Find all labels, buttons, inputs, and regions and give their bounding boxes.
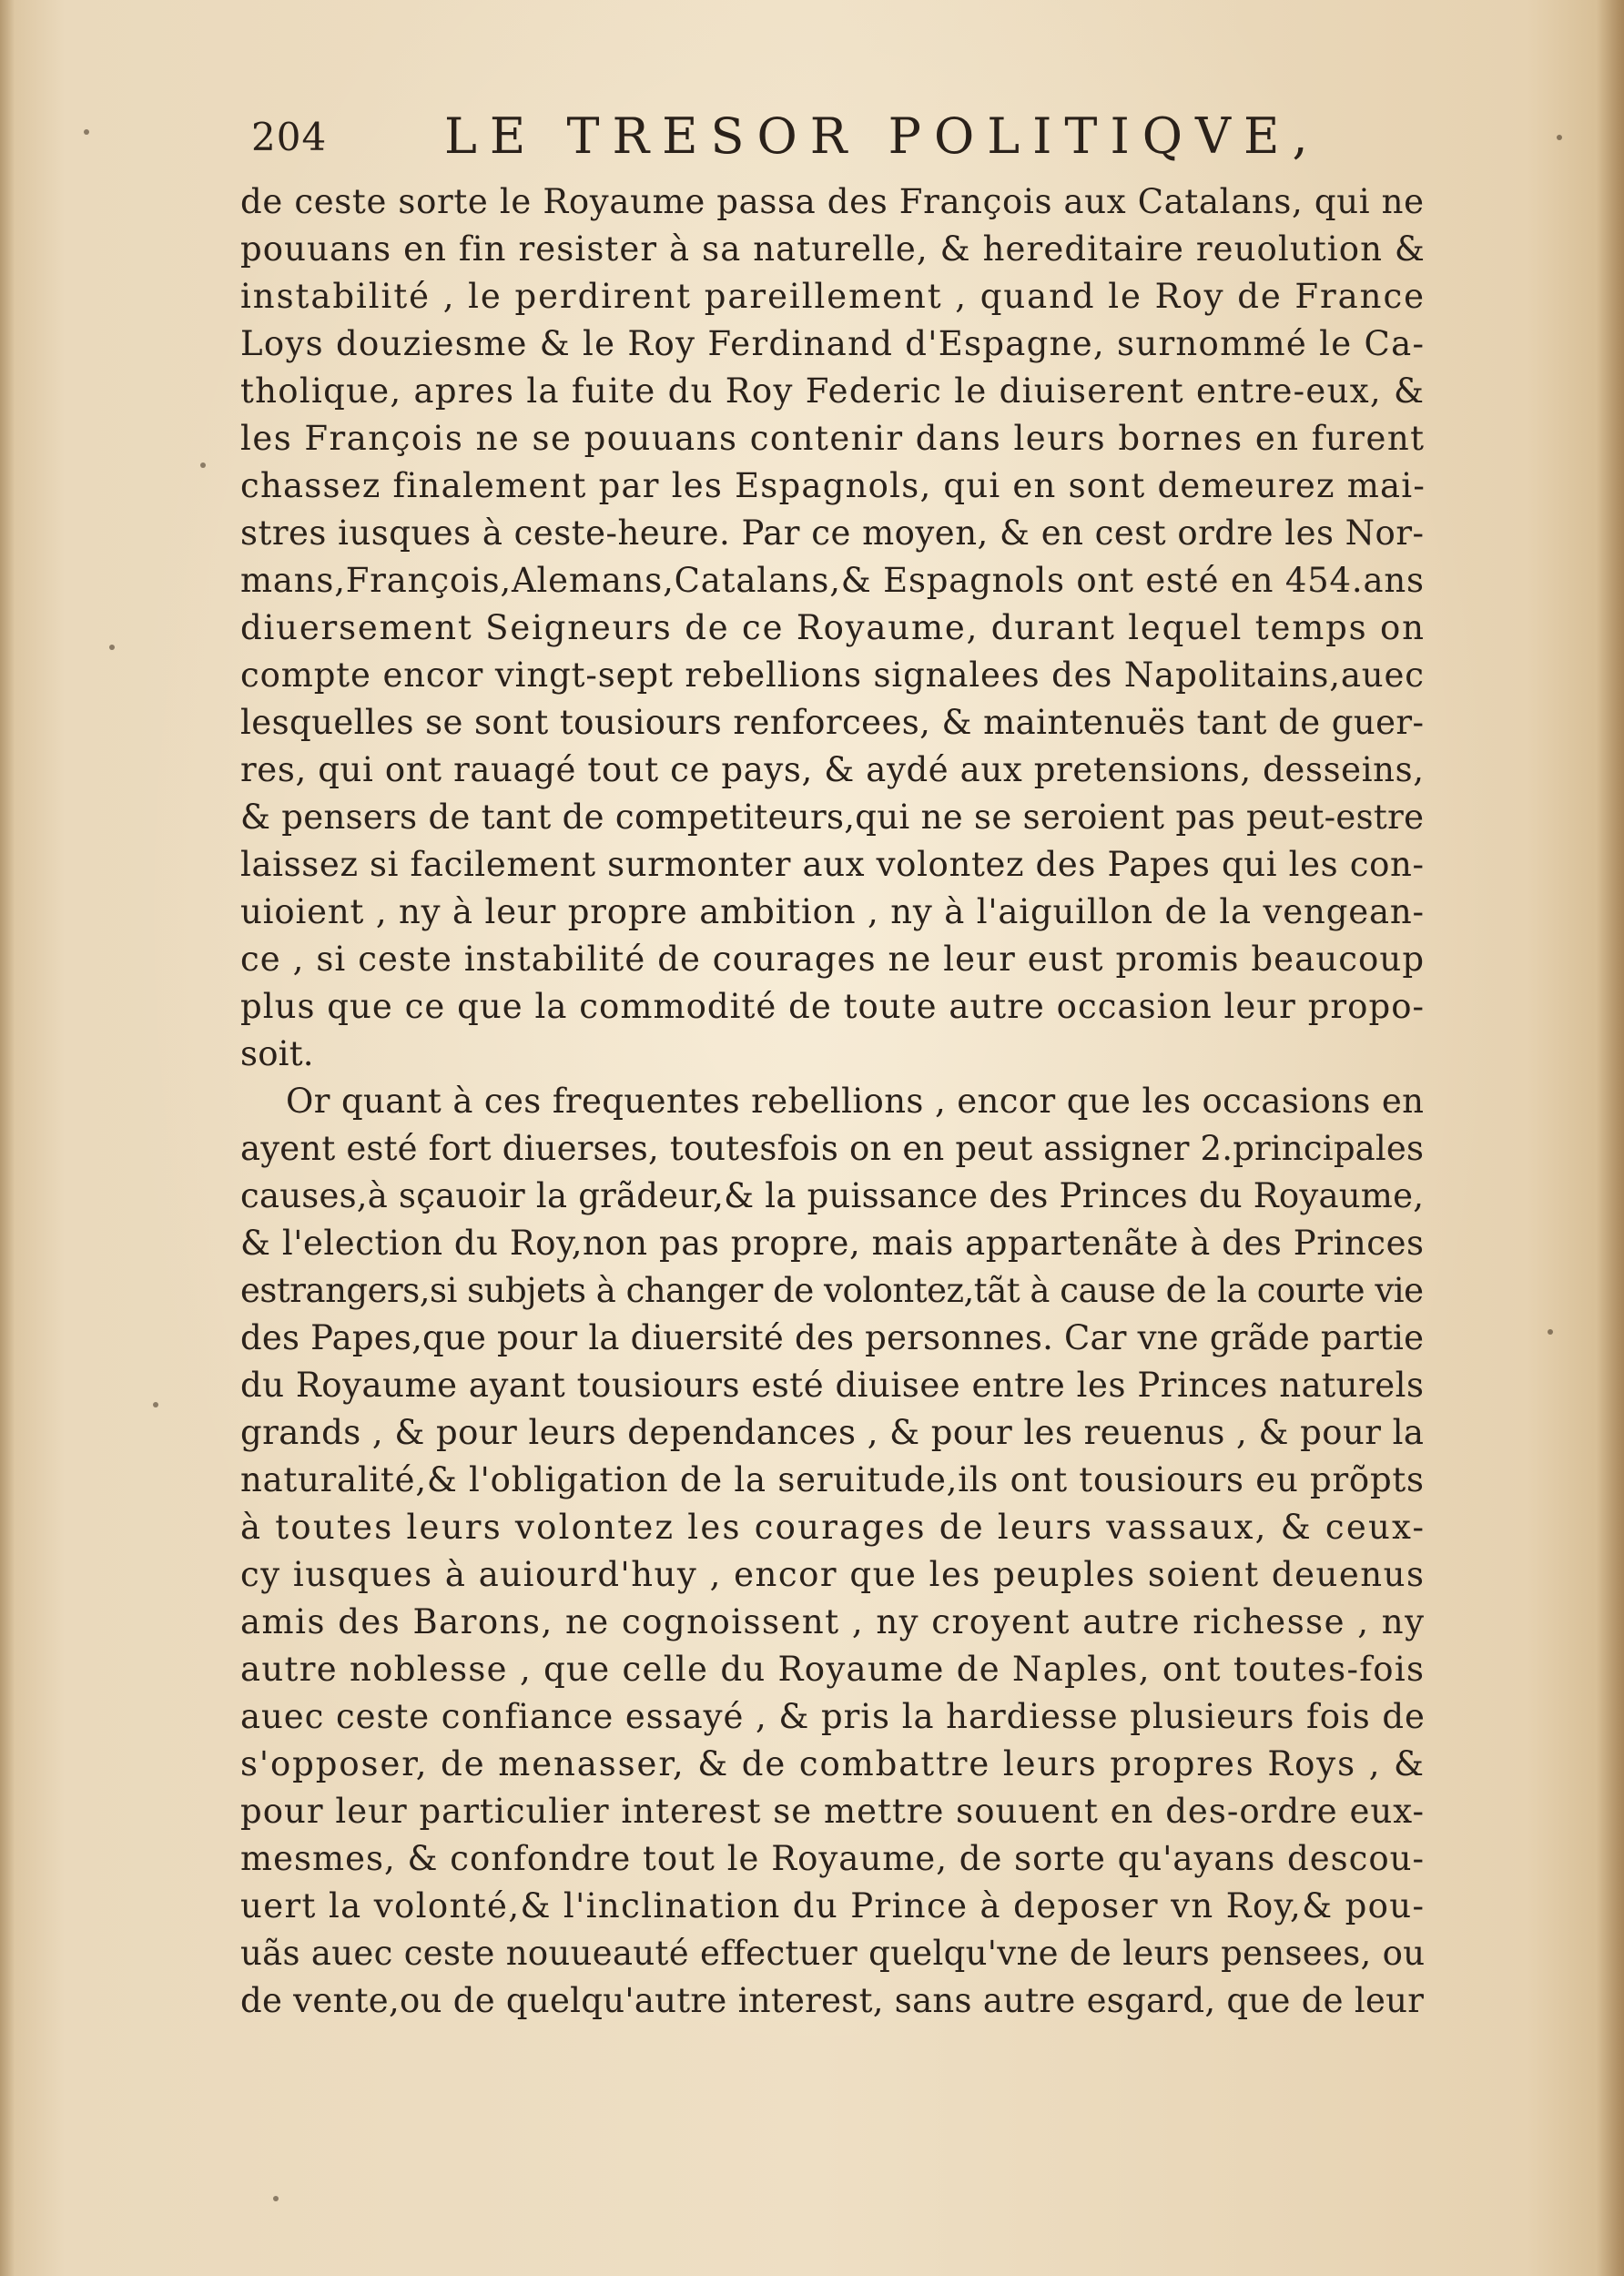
text-line: diuersement Seigneurs de ce Royaume, durant lequel temps on — [240, 608, 1426, 647]
text-line: auec ceste confiance essayé , & pris la hardiesse plusieurs fois de — [240, 1697, 1426, 1736]
text-line: estrangers,si subjets à changer de volontez,tãt à cause de la courte vie — [240, 1271, 1424, 1310]
text-line: grands , & pour leurs dependances , & pour les reuenus , & pour la — [240, 1413, 1425, 1452]
text-block — [240, 178, 1424, 2025]
text-line: de vente,ou de quelqu'autre interest, sans autre esgard, que de leur — [240, 1981, 1425, 2020]
ink-speck — [273, 2196, 279, 2201]
text-line: causes,à sçauoir la grãdeur,& la puissance des Princes du Royaume, — [240, 1176, 1425, 1215]
text-line: cy iusques à auiourd'huy , encor que les peuples soient deuenus — [240, 1555, 1426, 1594]
ink-speck — [109, 645, 115, 650]
text-line: & pensers de tant de competiteurs,qui ne se seroient pas peut-estre — [240, 798, 1425, 837]
ink-speck — [200, 462, 206, 468]
ink-speck — [153, 1402, 158, 1407]
page-header — [251, 107, 1321, 171]
page-number: 204 — [251, 115, 328, 159]
text-line: du Royaume ayant tousiours esté diuisee entre les Princes naturels — [240, 1366, 1425, 1405]
text-line: instabilité , le perdirent pareillement , quand le Roy de France — [240, 277, 1426, 316]
text-line: des Papes,que pour la diuersité des personnes. Car vne grãde partie — [240, 1318, 1425, 1357]
text-line: naturalité,& l'obligation de la seruitude,ils ont tousiours eu prõpts — [240, 1460, 1425, 1499]
text-line: compte encor vingt-sept rebellions signalees des Napolitains,auec — [240, 655, 1425, 695]
text-line: pour leur particulier interest se mettre souuent en des-ordre eux- — [240, 1792, 1426, 1831]
ink-speck — [1557, 135, 1562, 140]
paragraph-2 — [240, 1078, 1424, 2025]
text-line: & l'election du Roy,non pas propre, mais appartenãte à des Princes — [240, 1224, 1425, 1263]
text-line: laissez si facilement surmonter aux volontez des Papes qui les con- — [240, 845, 1425, 884]
page-edge-left — [0, 0, 15, 2276]
text-line: res, qui ont rauagé tout ce pays, & aydé aux pretensions, desseins, — [240, 750, 1425, 789]
text-line: Loys douziesme & le Roy Ferdinand d'Espagne, surnommé le Ca- — [240, 324, 1426, 363]
text-line: ce , si ceste instabilité de courages ne leur eust promis beaucoup — [240, 940, 1426, 979]
text-line: stres iusques à ceste-heure. Par ce moyen, & en cest ordre les Nor- — [240, 513, 1425, 553]
page-edge-right — [1597, 0, 1624, 2276]
text-line: ayent esté fort diuerses, toutesfois on en peut assigner 2.principales — [240, 1129, 1425, 1168]
text-line: uert la volonté,& l'inclination du Prince à deposer vn Roy,& pou- — [240, 1886, 1426, 1925]
text-line: tholique, apres la fuite du Roy Federic le diuiserent entre-eux, & — [240, 371, 1426, 411]
text-line: mesmes, & confondre tout le Royaume, de sorte qu'ayans descou- — [240, 1839, 1426, 1878]
text-line: lesquelles se sont tousiours renforcees, & maintenuës tant de guer- — [240, 703, 1425, 742]
text-line: chassez finalement par les Espagnols, qui en sont demeurez mai- — [240, 466, 1426, 505]
text-line: à toutes leurs volontez les courages de leurs vassaux, & ceux- — [240, 1508, 1426, 1547]
text-line: pouuans en fin resister à sa naturelle, & hereditaire reuolution & — [240, 229, 1426, 269]
text-line: soit. — [240, 1034, 314, 1073]
ink-speck — [84, 129, 89, 135]
text-line: uioient , ny à leur propre ambition , ny à l'aiguillon de la vengean- — [240, 892, 1425, 931]
text-line: de ceste sorte le Royaume passa des François aux Catalans, qui ne — [240, 182, 1425, 221]
running-title: LE TRESOR POLITIQVE, — [444, 107, 1321, 165]
text-line: s'opposer, de menasser, & de combattre leurs propres Roys , & — [240, 1744, 1426, 1783]
text-line: autre noblesse , que celle du Royaume de Naples, ont toutes-fois — [240, 1650, 1426, 1689]
text-line: amis des Barons, ne cognoissent , ny croyent autre richesse , ny — [240, 1602, 1426, 1641]
text-line: les François ne se pouuans contenir dans leurs bornes en furent — [240, 419, 1426, 458]
text-line: Or quant à ces frequentes rebellions , encor que les occasions en — [286, 1082, 1425, 1121]
text-line: uãs auec ceste nouueauté effectuer quelqu'vne de leurs pensees, ou — [240, 1934, 1426, 1973]
ink-speck — [1548, 1329, 1553, 1335]
text-line: plus que ce que la commodité de toute autre occasion leur propo- — [240, 987, 1426, 1026]
text-line: mans,François,Alemans,Catalans,& Espagnols ont esté en 454.ans — [240, 561, 1425, 600]
paragraph-1 — [240, 178, 1424, 1078]
